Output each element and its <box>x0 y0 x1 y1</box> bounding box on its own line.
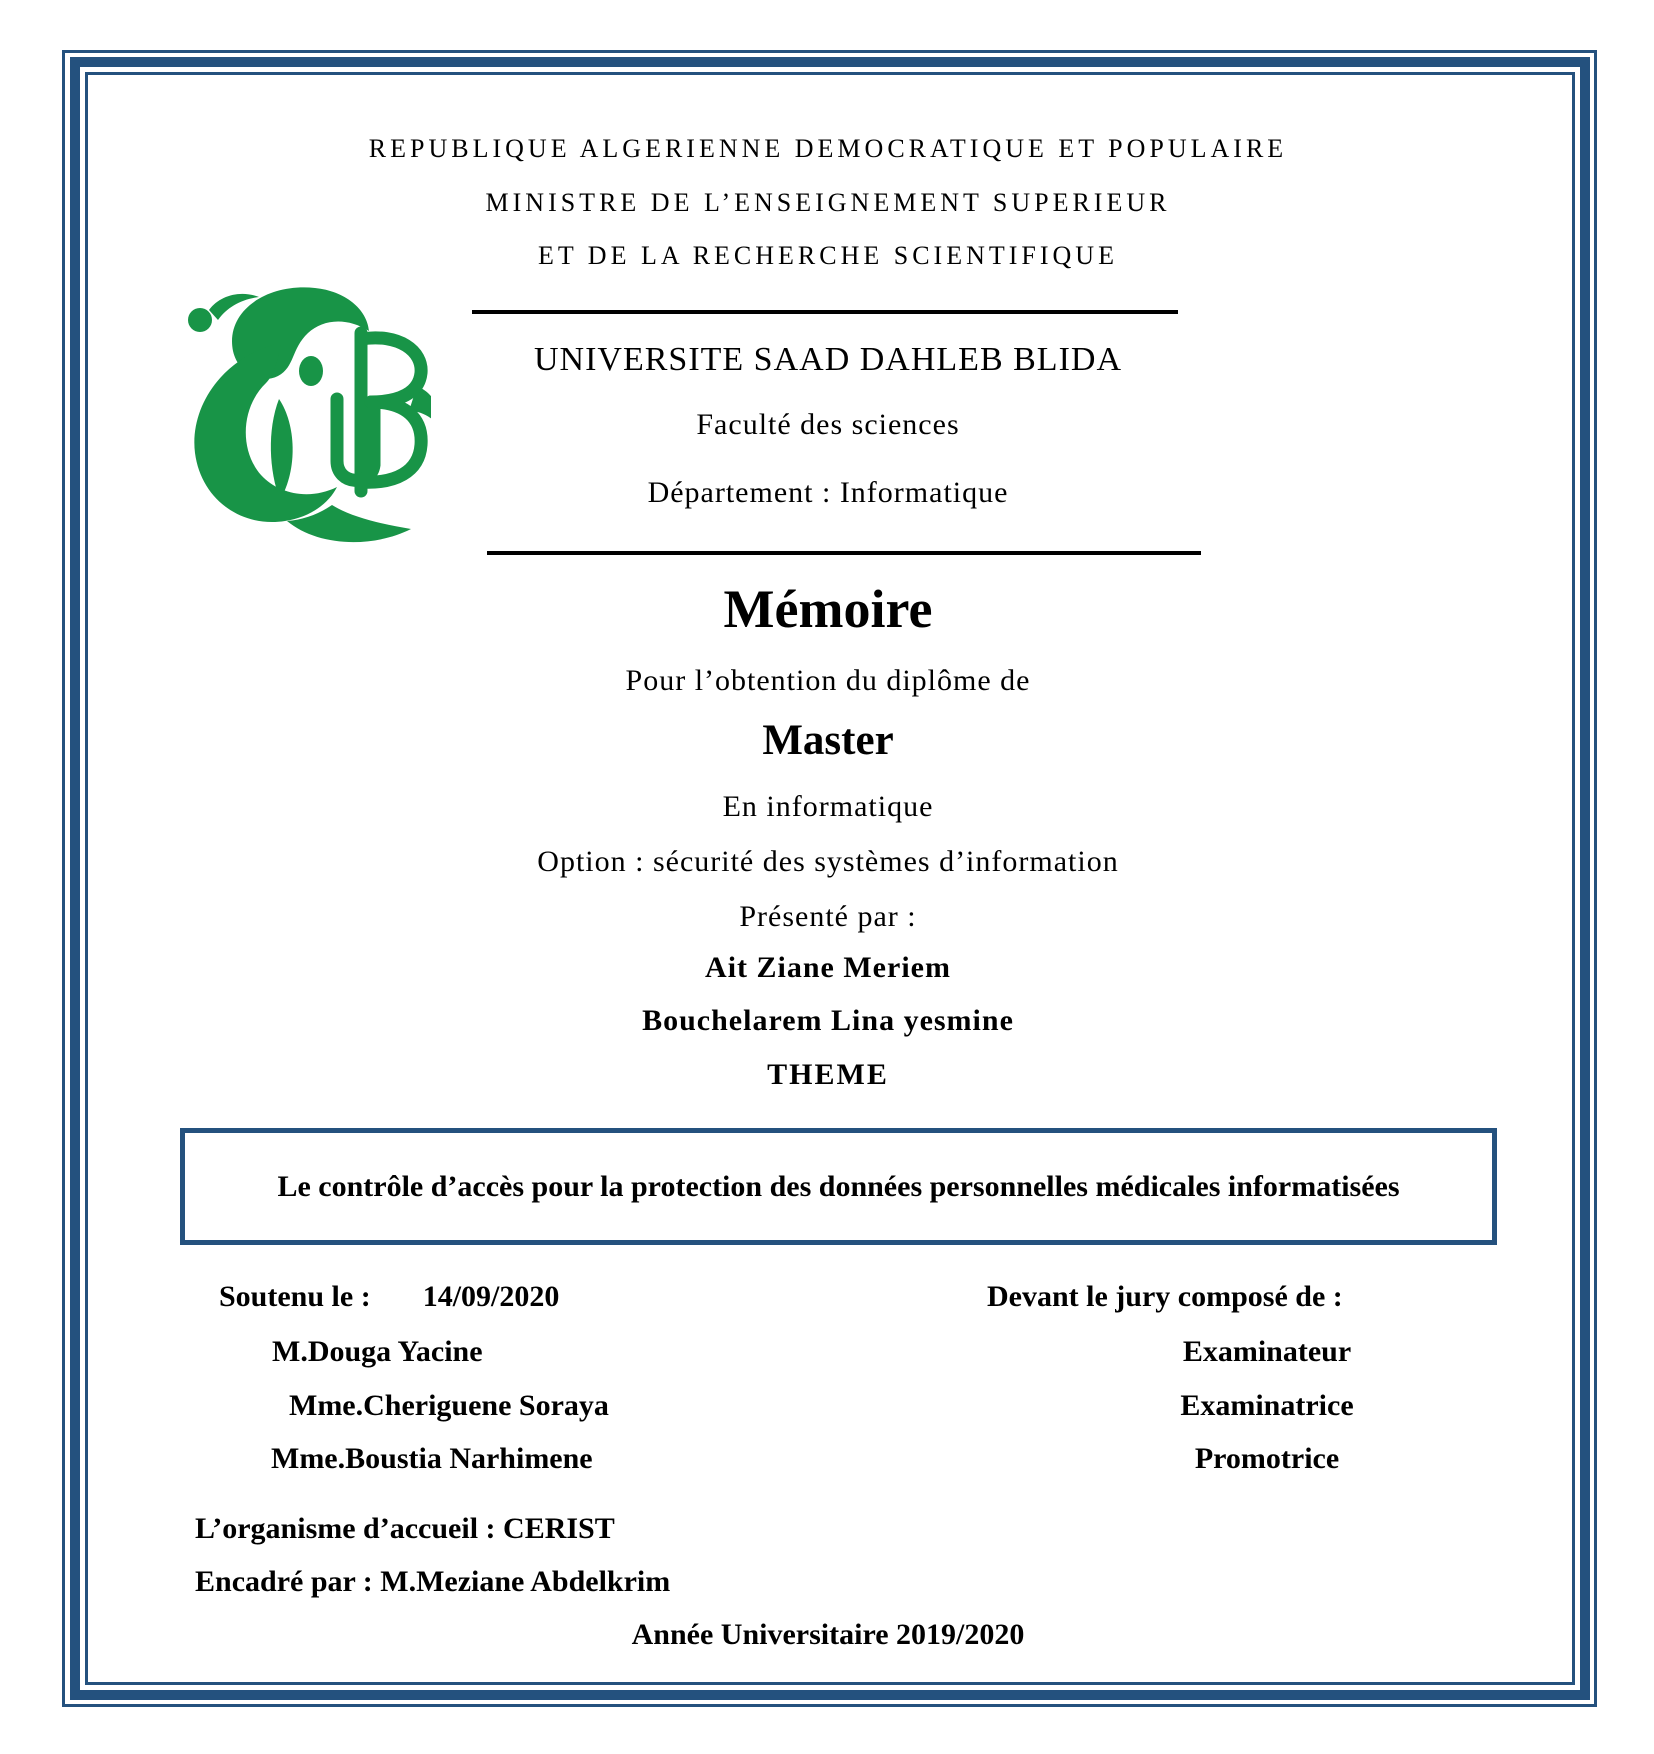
research-header-line: ET DE LA RECHERCHE SCIENTIFIQUE <box>538 241 1118 270</box>
defense-date-label: Soutenu le : <box>219 1280 371 1313</box>
document-type-title: Mémoire <box>723 579 933 639</box>
author-name: Ait Ziane Meriem <box>705 951 951 984</box>
degree-name: Master <box>762 717 894 764</box>
supervisor-line: Encadré par : M.Meziane Abdelkrim <box>195 1565 671 1598</box>
jury-member-name: Mme.Boustia Narhimene <box>271 1442 593 1475</box>
top-divider-rule <box>472 310 1178 314</box>
bottom-divider-rule <box>487 551 1201 555</box>
jury-member-name: Mme.Cheriguene Soraya <box>289 1389 609 1422</box>
jury-member-role: Examinateur <box>1182 1335 1352 1368</box>
faculty-name: Faculté des sciences <box>696 408 960 441</box>
author-name: Bouchelarem Lina yesmine <box>642 1004 1014 1037</box>
department-name: Département : Informatique <box>647 476 1009 509</box>
university-name: UNIVERSITE SAAD DAHLEB BLIDA <box>533 341 1123 378</box>
host-organization-line: L’organisme d’accueil : CERIST <box>195 1512 615 1545</box>
jury-member-name: M.Douga Yacine <box>272 1335 483 1368</box>
republic-header-line: REPUBLIQUE ALGERIENNE DEMOCRATIQUE ET POPULAIRE <box>368 134 1288 163</box>
jury-member-role: Promotrice <box>1194 1442 1340 1475</box>
jury-member-role: Examinatrice <box>1180 1389 1354 1422</box>
degree-option: Option : sécurité des systèmes d’information <box>537 845 1119 878</box>
defense-date: 14/09/2020 <box>422 1280 560 1313</box>
jury-heading: Devant le jury composé de : <box>987 1280 1343 1313</box>
degree-subtitle: Pour l’obtention du diplôme de <box>625 664 1031 697</box>
theme-label: THEME <box>767 1058 889 1091</box>
defense-date-line <box>219 1280 559 1315</box>
ministry-header-line: MINISTRE DE L’ENSEIGNEMENT SUPERIEUR <box>485 188 1171 217</box>
presented-by-label: Présenté par : <box>739 900 917 933</box>
academic-year-line: Année Universitaire 2019/2020 <box>631 1618 1025 1651</box>
theme-box <box>180 1128 1497 1245</box>
degree-field: En informatique <box>722 790 934 823</box>
thesis-title: Le contrôle d’accès pour la protection des données personnelles médicales informatisées <box>277 1170 1400 1203</box>
